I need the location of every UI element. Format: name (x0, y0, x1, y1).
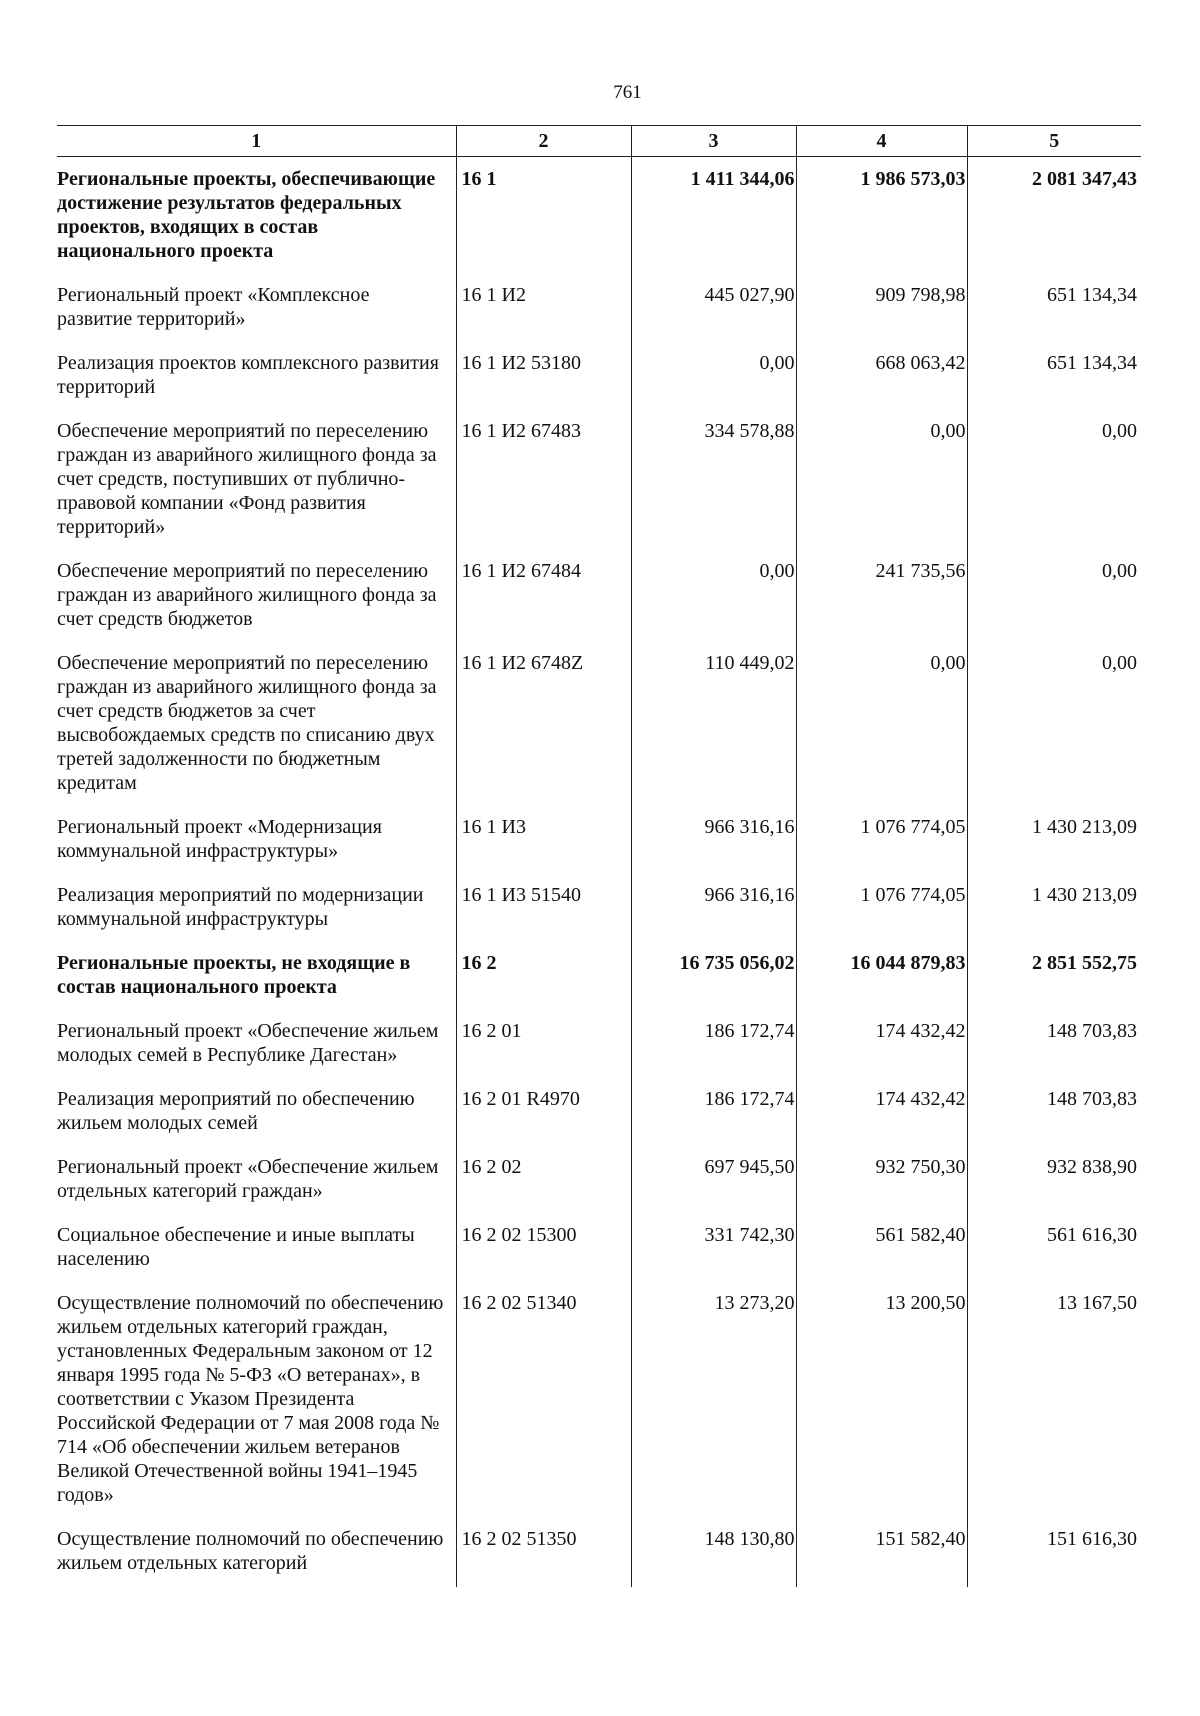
row-value-col-3: 13 273,20 (631, 1291, 796, 1527)
row-value-col-4: 174 432,42 (796, 1087, 967, 1155)
row-name: Реализация мероприятий по модернизации коммунальной инфраструктуры (57, 884, 424, 930)
row-name: Реализация проектов комплексного развития территорий (57, 352, 439, 398)
row-value-col-3: 148 130,80 (631, 1527, 796, 1587)
row-code: 16 1 И2 6748Z (456, 651, 631, 815)
row-value-col-3: 445 027,90 (631, 283, 796, 351)
table-row (57, 951, 1141, 1019)
row-name: Обеспечение мероприятий по переселению граждан из аварийного жилищного фонда за счет средств бюджетов за счет высвобождаемых средств по списанию двух третей задолженности по бюджетным кредитам (57, 652, 437, 794)
header-col-3: 3 (631, 126, 796, 157)
row-value-col-4: 16 044 879,83 (796, 951, 967, 1019)
row-value-col-4: 909 798,98 (796, 283, 967, 351)
row-value-col-4: 668 063,42 (796, 351, 967, 419)
row-value-col-3: 0,00 (631, 559, 796, 651)
row-value-col-4: 1 986 573,03 (796, 157, 967, 284)
row-code: 16 2 01 R4970 (456, 1087, 631, 1155)
row-value-col-5: 151 616,30 (967, 1527, 1141, 1587)
row-value-col-5: 1 430 213,09 (967, 883, 1141, 951)
table-row (57, 559, 1141, 651)
row-name: Региональные проекты, не входящие в состав национального проекта (57, 952, 411, 998)
row-code: 16 2 02 15300 (456, 1223, 631, 1291)
row-code: 16 2 02 51340 (456, 1291, 631, 1527)
header-col-2: 2 (456, 126, 631, 157)
row-value-col-5: 1 430 213,09 (967, 815, 1141, 883)
row-value-col-4: 13 200,50 (796, 1291, 967, 1527)
row-code: 16 2 02 51350 (456, 1527, 631, 1587)
row-code: 16 1 (456, 157, 631, 284)
table-row (57, 283, 1141, 351)
table-row (57, 419, 1141, 559)
row-value-col-5: 148 703,83 (967, 1087, 1141, 1155)
row-value-col-3: 697 945,50 (631, 1155, 796, 1223)
table-row (57, 1019, 1141, 1087)
row-value-col-4: 1 076 774,05 (796, 815, 967, 883)
table-row (57, 1527, 1141, 1587)
row-value-col-5: 561 616,30 (967, 1223, 1141, 1291)
row-value-col-5: 148 703,83 (967, 1019, 1141, 1087)
table-row (57, 1223, 1141, 1291)
row-code: 16 1 И2 67484 (456, 559, 631, 651)
row-value-col-3: 0,00 (631, 351, 796, 419)
row-name: Осуществление полномочий по обеспечению жильем отдельных категорий граждан, установленных Федеральным законом от 12 января 1995 года № 5-ФЗ «О ветеранах», в соответствии с Указом Президента Российской Федерации от 7 мая 2008 года № 714 «Об обеспечении жильем ветеранов Великой Отечественной войны 1941–1945 годов» (57, 1292, 444, 1506)
row-code: 16 2 02 (456, 1155, 631, 1223)
row-name: Обеспечение мероприятий по переселению граждан из аварийного жилищного фонда за счет средств бюджетов (57, 560, 437, 630)
row-name: Региональный проект «Обеспечение жильем молодых семей в Республике Дагестан» (57, 1020, 439, 1066)
row-value-col-4: 0,00 (796, 651, 967, 815)
row-code: 16 2 01 (456, 1019, 631, 1087)
header-col-5: 5 (967, 126, 1141, 157)
budget-table (57, 125, 1141, 1587)
row-value-col-3: 110 449,02 (631, 651, 796, 815)
row-value-col-5: 2 081 347,43 (967, 157, 1141, 284)
row-name: Региональный проект «Комплексное развитие территорий» (57, 284, 370, 330)
row-value-col-5: 0,00 (967, 651, 1141, 815)
row-value-col-5: 0,00 (967, 419, 1141, 559)
row-value-col-4: 151 582,40 (796, 1527, 967, 1587)
row-value-col-3: 186 172,74 (631, 1087, 796, 1155)
row-value-col-5: 2 851 552,75 (967, 951, 1141, 1019)
header-col-4: 4 (796, 126, 967, 157)
table-row (57, 651, 1141, 815)
table-row (57, 157, 1141, 284)
row-name: Социальное обеспечение и иные выплаты населению (57, 1224, 415, 1270)
row-code: 16 1 И2 67483 (456, 419, 631, 559)
table-row (57, 351, 1141, 419)
table-row (57, 1087, 1141, 1155)
row-value-col-3: 966 316,16 (631, 883, 796, 951)
row-name: Осуществление полномочий по обеспечению жильем отдельных категорий (57, 1528, 444, 1574)
row-name: Региональный проект «Модернизация коммунальной инфраструктуры» (57, 816, 382, 862)
row-value-col-3: 334 578,88 (631, 419, 796, 559)
row-value-col-4: 241 735,56 (796, 559, 967, 651)
row-value-col-3: 16 735 056,02 (631, 951, 796, 1019)
row-value-col-3: 966 316,16 (631, 815, 796, 883)
header-row (57, 126, 1141, 157)
row-code: 16 1 И3 (456, 815, 631, 883)
table-row (57, 1291, 1141, 1527)
page-number: 761 (613, 82, 642, 103)
row-value-col-4: 174 432,42 (796, 1019, 967, 1087)
row-name: Региональный проект «Обеспечение жильем отдельных категорий граждан» (57, 1156, 439, 1202)
row-value-col-3: 186 172,74 (631, 1019, 796, 1087)
row-value-col-4: 932 750,30 (796, 1155, 967, 1223)
row-value-col-5: 932 838,90 (967, 1155, 1141, 1223)
table-body (57, 157, 1141, 1588)
row-value-col-3: 1 411 344,06 (631, 157, 796, 284)
row-code: 16 1 И2 53180 (456, 351, 631, 419)
row-value-col-4: 1 076 774,05 (796, 883, 967, 951)
row-code: 16 2 (456, 951, 631, 1019)
row-value-col-5: 651 134,34 (967, 351, 1141, 419)
row-value-col-4: 0,00 (796, 419, 967, 559)
row-code: 16 1 И3 51540 (456, 883, 631, 951)
table-row (57, 815, 1141, 883)
row-value-col-3: 331 742,30 (631, 1223, 796, 1291)
row-name: Региональные проекты, обеспечивающие достижение результатов федеральных проектов, входящих в состав национального проекта (57, 168, 436, 262)
table-row (57, 883, 1141, 951)
row-code: 16 1 И2 (456, 283, 631, 351)
header-col-1: 1 (57, 126, 456, 157)
table-row (57, 1155, 1141, 1223)
table-header (57, 126, 1141, 157)
row-value-col-5: 0,00 (967, 559, 1141, 651)
row-name: Обеспечение мероприятий по переселению граждан из аварийного жилищного фонда за счет средств, поступивших от публично-правовой компании «Фонд развития территорий» (57, 420, 437, 538)
row-name: Реализация мероприятий по обеспечению жильем молодых семей (57, 1088, 415, 1134)
row-value-col-5: 13 167,50 (967, 1291, 1141, 1527)
row-value-col-5: 651 134,34 (967, 283, 1141, 351)
row-value-col-4: 561 582,40 (796, 1223, 967, 1291)
